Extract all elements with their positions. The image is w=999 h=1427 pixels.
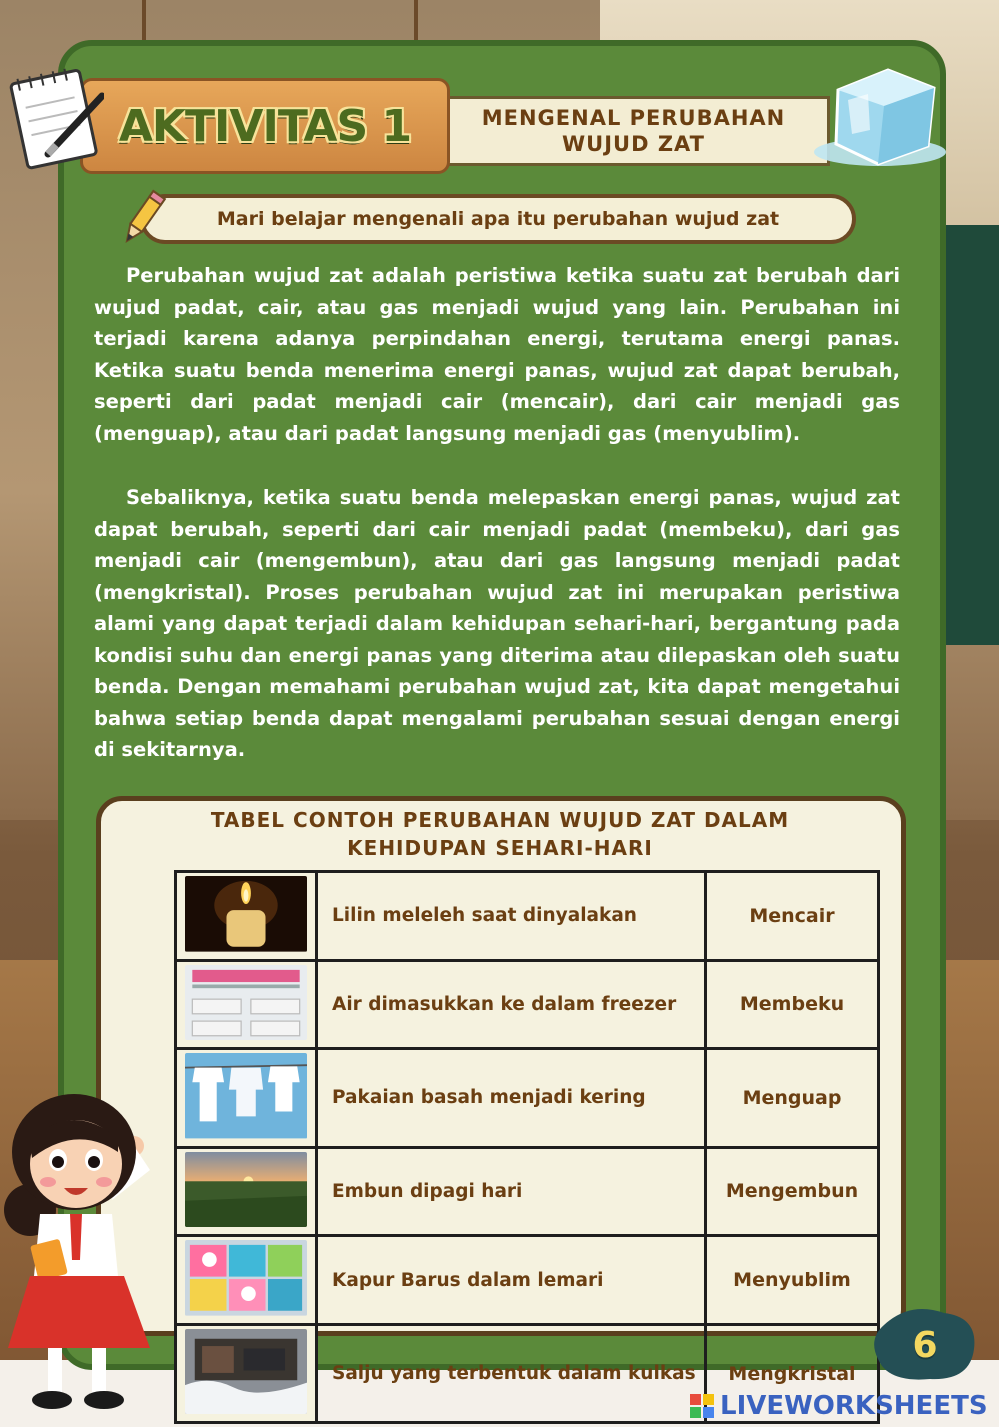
- candle-photo-icon: [185, 876, 307, 952]
- table-row: [176, 872, 879, 961]
- watermark-text: LIVEWORKSHEETS: [720, 1391, 988, 1421]
- table-title: [180, 806, 820, 862]
- row-change-type: Menguap: [706, 1049, 879, 1147]
- activity-title-board: [80, 78, 450, 174]
- subtitle-line-2: WUJUD ZAT: [562, 132, 705, 156]
- row-change-type: Membeku: [706, 960, 879, 1049]
- frost-photo-cell: [176, 1324, 317, 1422]
- subtitle-box: [440, 96, 830, 166]
- dew-field-photo-icon: [185, 1152, 307, 1228]
- paragraph-1: Perubahan wujud zat adalah peristiwa ketika suatu zat berubah dari wujud padat, cair, atau gas menjadi wujud yang lain. Perubahan ini terjadi karena adanya perpindahan energi, terutama energi panas. Ketika suatu benda menerima energi panas, wujud zat dapat berubah, seperti dari padat menjadi cair (mencair), dari cair menjadi gas (menguap), atau dari padat langsung menjadi gas (menyublim).: [94, 264, 900, 445]
- table-title-line-1: TABEL CONTOH PERUBAHAN WUJUD ZAT DALAM: [210, 808, 790, 832]
- row-change-type: Mengembun: [706, 1147, 879, 1236]
- intro-banner: [140, 194, 856, 244]
- row-description: Lilin meleleh saat dinyalakan: [317, 872, 706, 961]
- drawer-photo-icon: [185, 1240, 307, 1316]
- watermark: [690, 1388, 990, 1424]
- row-description: Air dimasukkan ke dalam freezer: [317, 960, 706, 1049]
- table-row: [176, 1049, 879, 1147]
- row-change-type: Menyublim: [706, 1236, 879, 1325]
- dew-field-photo-cell: [176, 1147, 317, 1236]
- liveworksheets-logo-icon: [690, 1394, 714, 1418]
- table-row: [176, 960, 879, 1049]
- freezer-photo-cell: [176, 960, 317, 1049]
- candle-photo-cell: [176, 872, 317, 961]
- freezer-photo-icon: [185, 965, 307, 1041]
- table-row: [176, 1147, 879, 1236]
- row-description: Salju yang terbentuk dalam kulkas: [317, 1324, 706, 1422]
- table-title-line-2: KEHIDUPAN SEHARI-HARI: [347, 836, 653, 860]
- page-number-badge: [870, 1305, 980, 1385]
- row-change-type: Mencair: [706, 872, 879, 961]
- row-description: Pakaian basah menjadi kering: [317, 1049, 706, 1147]
- frost-photo-icon: [185, 1329, 307, 1414]
- row-change-type: Mengkristal: [706, 1324, 879, 1422]
- intro-text: Mari belajar mengenali apa itu perubahan wujud zat: [216, 208, 780, 230]
- table-row: [176, 1236, 879, 1325]
- background-chalkboard: [940, 225, 999, 645]
- laundry-photo-icon: [185, 1053, 307, 1138]
- examples-table: [174, 870, 880, 1424]
- pencil-icon: [118, 188, 168, 248]
- row-description: Embun dipagi hari: [317, 1147, 706, 1236]
- schoolgirl-illustration: [0, 1080, 175, 1420]
- drawer-photo-cell: [176, 1236, 317, 1325]
- paragraph-2: Sebaliknya, ketika suatu benda melepaskan energi panas, wujud zat dapat berubah, seperti dari cair menjadi padat (membeku), dari gas menjadi cair (mengembun), atau dari gas langsung menjadi padat (mengkristal). Proses perubahan wujud zat ini merupakan peristiwa alami yang dapat terjadi dalam kehidupan sehari-hari, bergantung pada kondisi suhu dan energi panas yang diterima atau dilepaskan oleh suatu benda. Dengan memahami perubahan wujud zat, kita dapat mengetahui bahwa setiap benda dapat mengalami perubahan sesuai dengan energi di sekitarnya.: [94, 486, 900, 761]
- notebook-icon: [4, 62, 104, 170]
- subtitle-line-1: MENGENAL PERUBAHAN: [481, 106, 786, 130]
- page-number: 6: [912, 1324, 938, 1366]
- row-description: Kapur Barus dalam lemari: [317, 1236, 706, 1325]
- ice-cube-icon: [808, 60, 948, 170]
- activity-title: AKTIVITAS 1: [118, 100, 412, 152]
- laundry-photo-cell: [176, 1049, 317, 1147]
